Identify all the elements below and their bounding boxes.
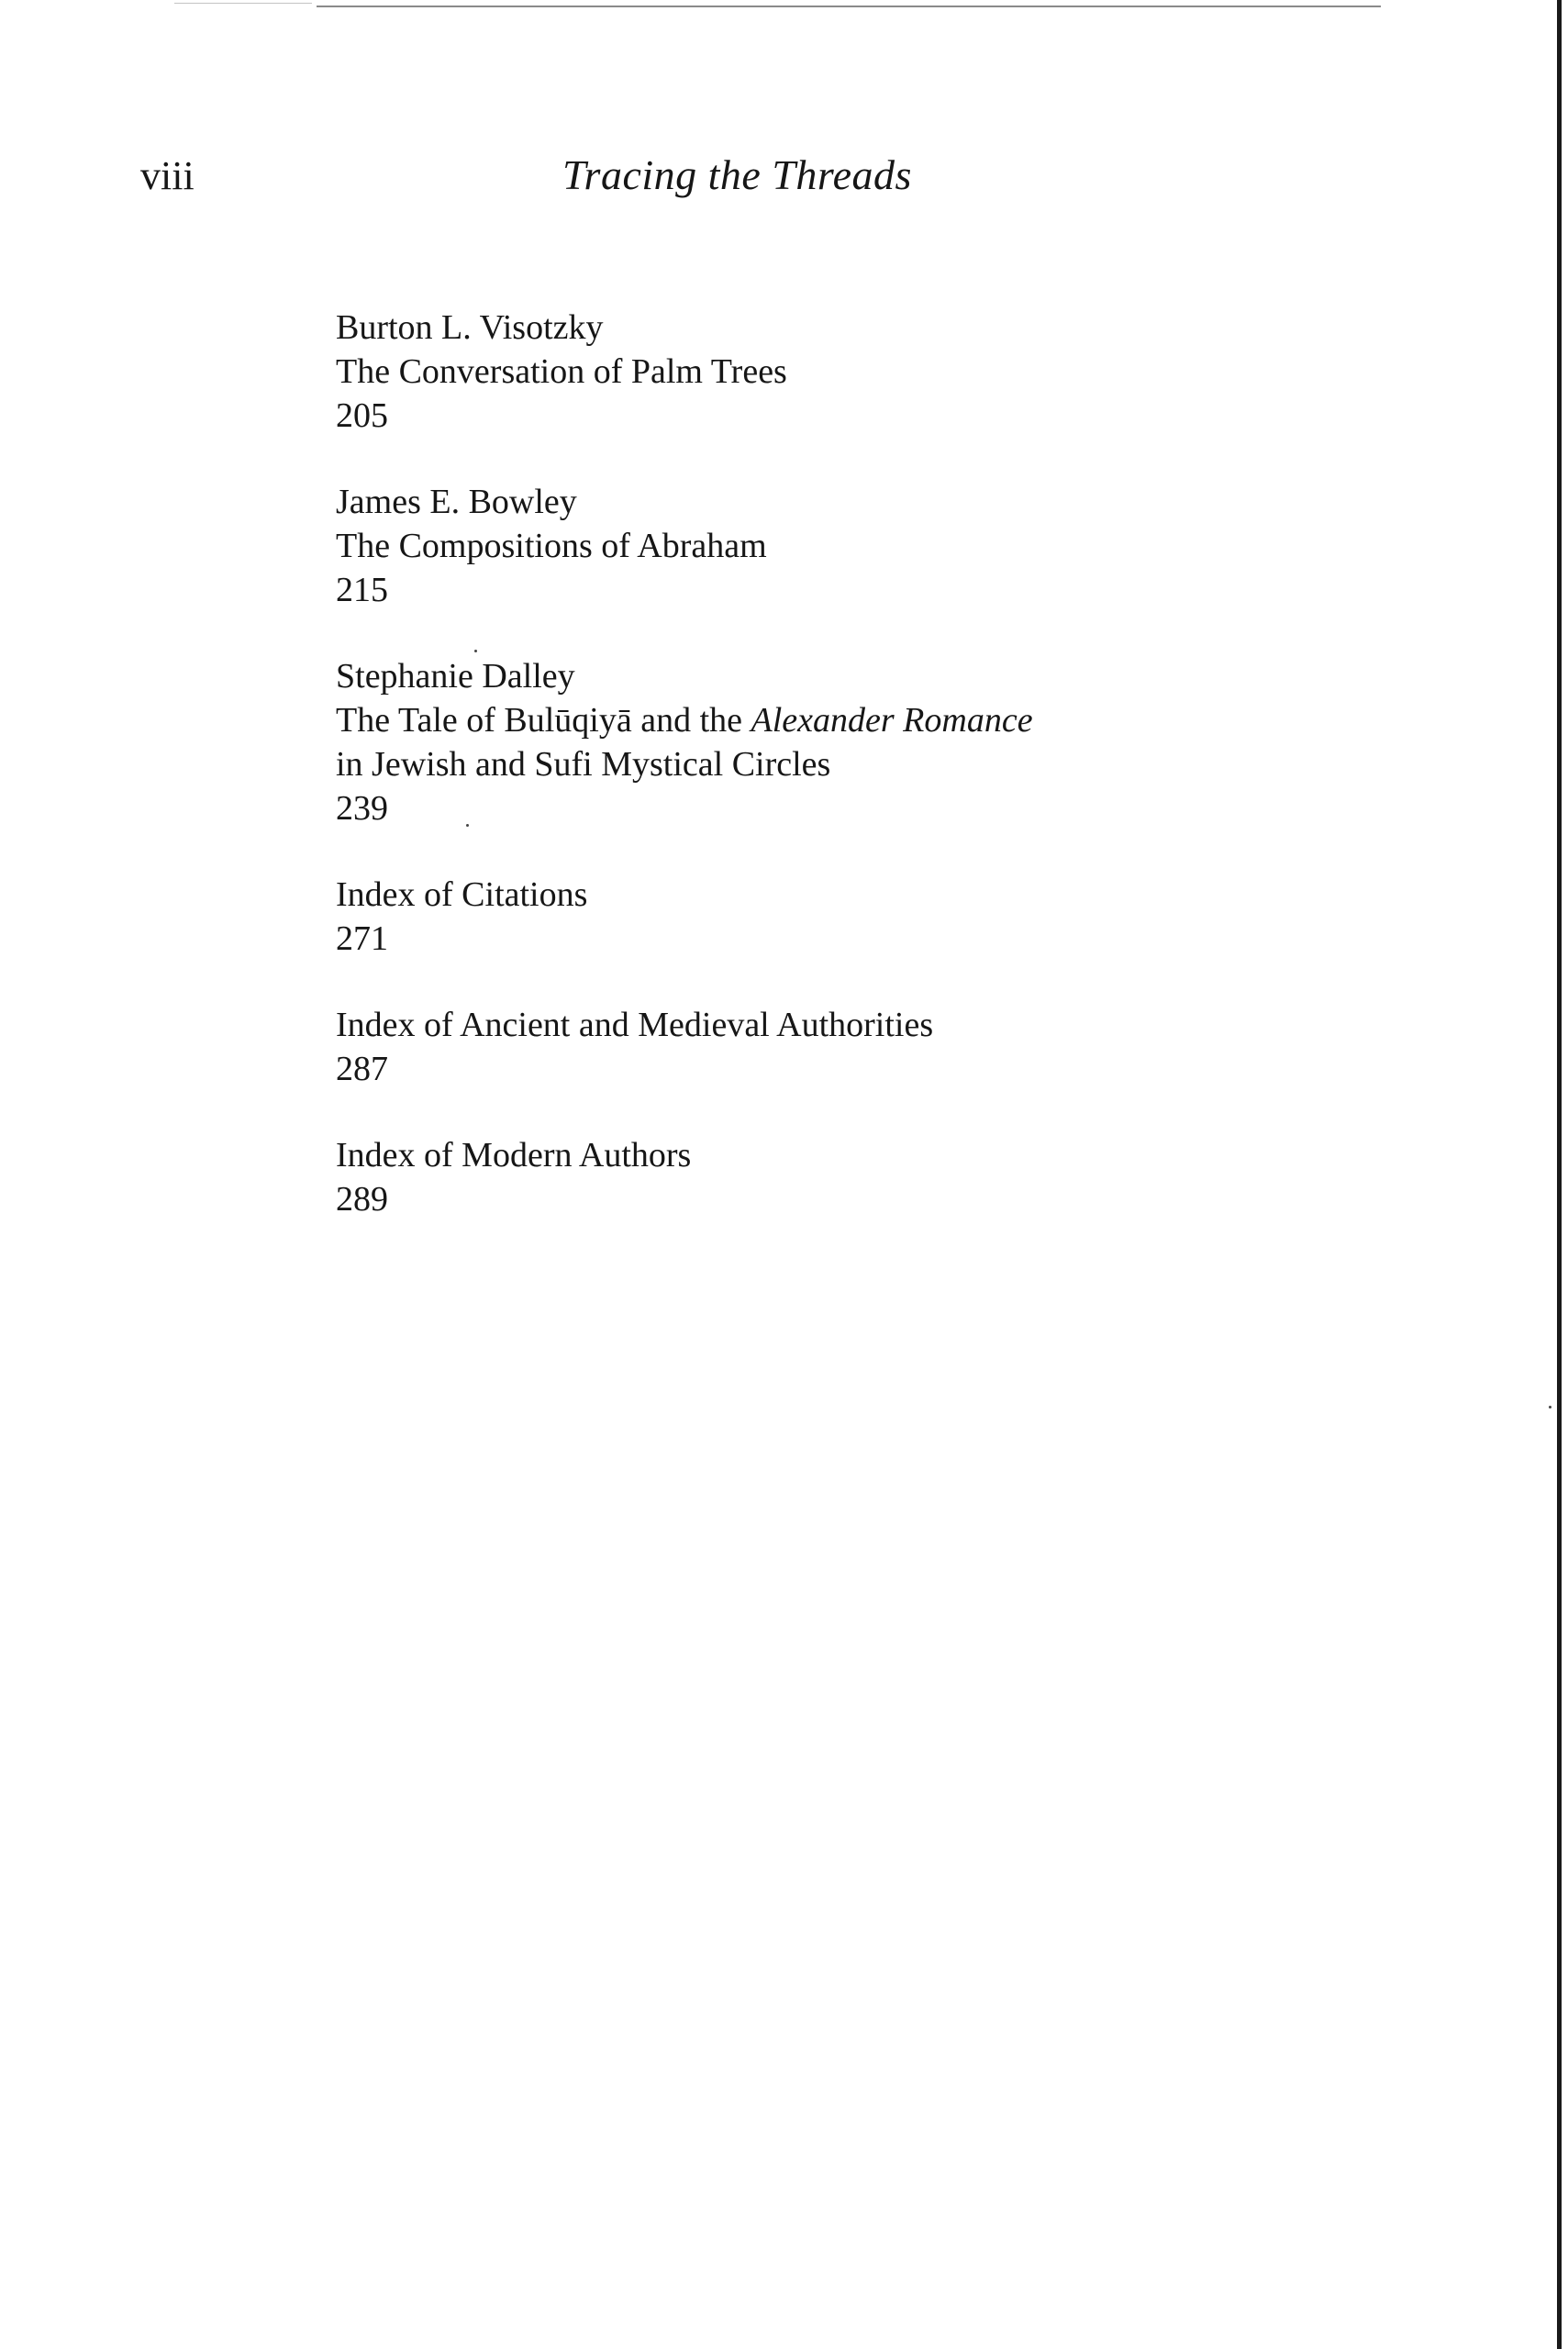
toc-entry [336, 654, 1253, 830]
entry-title [336, 698, 1253, 742]
scan-top-rule [317, 6, 1381, 7]
toc-entry [336, 1003, 1253, 1091]
entry-page: 205 [336, 396, 388, 435]
entry-author: Stephanie Dalley [336, 657, 575, 696]
table-of-contents [336, 306, 1253, 1264]
page-number: viii [140, 153, 195, 198]
scan-top-mark [174, 3, 312, 4]
toc-entry [336, 873, 1253, 961]
entry-author: Burton L. Visotzky [336, 308, 604, 347]
entry-title: The Compositions of Abraham [336, 527, 767, 565]
entry-title-roman: The Tale of Bulūqiyā and the [336, 701, 751, 740]
running-title: Tracing the Threads [562, 151, 912, 198]
running-header [0, 147, 1568, 211]
scan-speck [1549, 1406, 1551, 1408]
scan-right-edge [1557, 0, 1562, 2349]
entry-page: 271 [336, 919, 388, 958]
entry-page: 215 [336, 571, 388, 609]
toc-entry [336, 480, 1253, 612]
entry-author: James E. Bowley [336, 483, 577, 521]
toc-entry [336, 1133, 1253, 1221]
entry-title: Index of Citations [336, 875, 588, 914]
entry-title: Index of Modern Authors [336, 1136, 692, 1174]
entry-title: The Conversation of Palm Trees [336, 352, 787, 391]
entry-title: Index of Ancient and Medieval Authorities [336, 1006, 934, 1044]
entry-page: 289 [336, 1180, 388, 1219]
entry-title-italic: Alexander Romance [751, 701, 1033, 740]
entry-page: 287 [336, 1050, 388, 1088]
entry-page: 239 [336, 789, 388, 828]
entry-title-continued: in Jewish and Sufi Mystical Circles [336, 745, 831, 784]
toc-entry [336, 306, 1253, 438]
